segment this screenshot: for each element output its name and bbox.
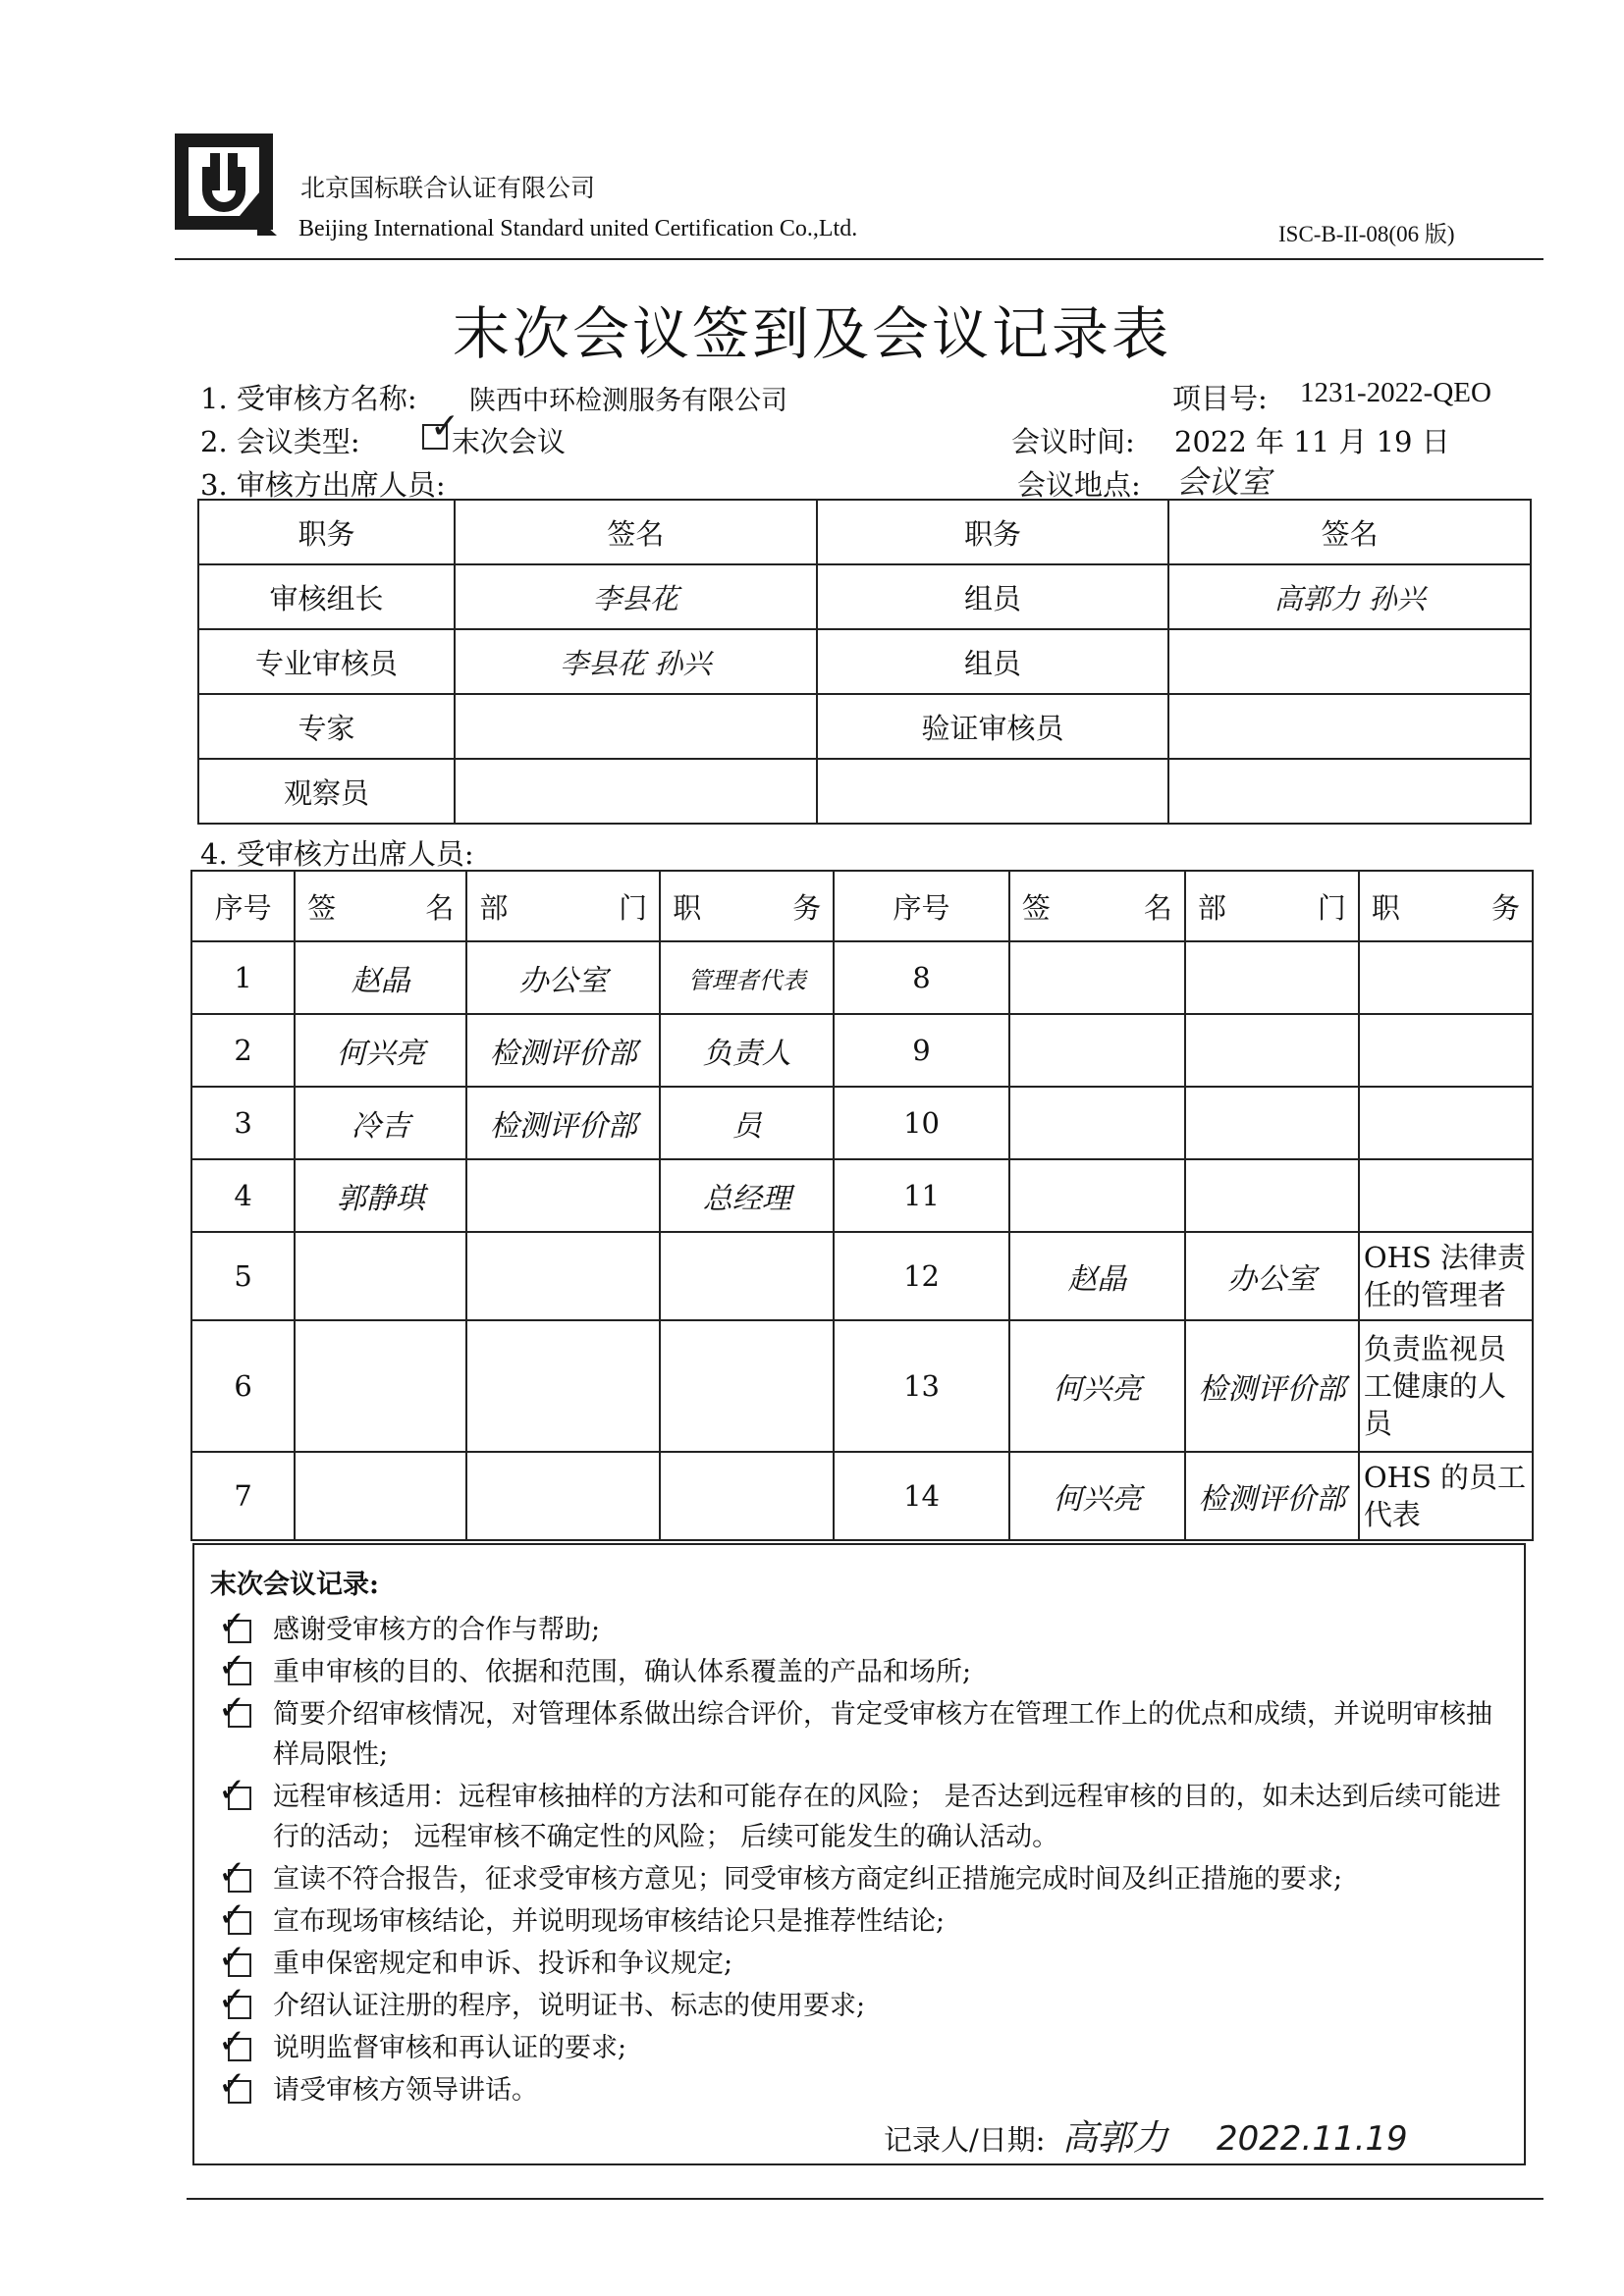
header-no: 序号	[834, 871, 1009, 941]
table-row	[198, 629, 1531, 694]
header-cell: 职务	[198, 500, 455, 564]
record-item	[210, 1980, 1516, 2026]
meeting-place-value: 会议室	[1176, 463, 1272, 501]
checkmark-icon: ✓	[218, 1853, 246, 1893]
meeting-type-label: 2. 会议类型:	[200, 425, 360, 458]
table-header-row	[191, 871, 1533, 941]
row-number: 2	[191, 1014, 295, 1087]
row-number: 5	[191, 1232, 295, 1320]
company-name-en: Beijing International Standard united Certification Co.,Ltd.	[298, 216, 858, 241]
table-row	[191, 1159, 1533, 1232]
table-row	[191, 1232, 1533, 1320]
recorder-signature[interactable]: 高郭力	[1061, 2118, 1168, 2159]
signature-cell[interactable]: 何兴亮	[1009, 1452, 1185, 1540]
row-number: 8	[834, 941, 1009, 1014]
signature-cell[interactable]	[1009, 1159, 1185, 1232]
auditee-label: 1. 受审核方名称:	[200, 382, 417, 415]
table-row	[191, 1014, 1533, 1087]
record-item	[210, 1853, 1516, 1899]
company-logo	[175, 133, 281, 236]
recorder-label: 记录人/日期:	[884, 2123, 1046, 2157]
duty-cell[interactable]: 负责人	[660, 1014, 834, 1087]
role-cell: 组员	[817, 564, 1169, 629]
auditor-attendees-label: 3. 审核方出席人员:	[200, 468, 446, 502]
record-item-text: 远程审核适用：远程审核抽样的方法和可能存在的风险； 是否达到远程审核的目的，如未达到后续可能进行的活动； 远程审核不确定性的风险； 后续可能发生的确认活动。	[273, 1782, 1501, 1852]
table-row	[198, 694, 1531, 759]
row-number: 4	[191, 1159, 295, 1232]
page-title: 末次会议签到及会议记录表	[452, 300, 1171, 367]
table-row	[191, 1320, 1533, 1452]
checkmark-icon: ✓	[218, 1688, 246, 1728]
recorder-line	[884, 2110, 1408, 2161]
record-item	[210, 1771, 1516, 1857]
duty-cell[interactable]: 管理者代表	[660, 941, 834, 1014]
signature-cell[interactable]: 赵晶	[295, 941, 466, 1014]
header-divider	[175, 258, 1543, 260]
signature-cell[interactable]: 郭静琪	[295, 1159, 466, 1232]
record-item	[210, 1688, 1516, 1775]
meeting-type-value: 末次会议	[452, 425, 567, 458]
header-duty: 职 务	[660, 871, 834, 941]
record-item	[210, 2064, 1516, 2110]
signature-cell[interactable]: 赵晶	[1009, 1232, 1185, 1320]
record-item	[210, 1896, 1516, 1942]
header-duty: 职 务	[1359, 871, 1533, 941]
record-item-text: 感谢受审核方的合作与帮助;	[273, 1615, 601, 1645]
record-item	[210, 2022, 1516, 2068]
duty-cell[interactable]	[660, 1320, 834, 1452]
footer-divider	[187, 2198, 1543, 2200]
row-number: 12	[834, 1232, 1009, 1320]
department-cell[interactable]: 办公室	[1185, 1232, 1359, 1320]
signature-cell[interactable]	[1009, 1014, 1185, 1087]
document-code: ISC-B-II-08(06 版)	[1278, 222, 1455, 246]
record-item-text: 说明监督审核和再认证的要求;	[273, 2033, 627, 2063]
record-item-text: 简要介绍审核情况，对管理体系做出综合评价，肯定受审核方在管理工作上的优点和成绩，并说明审核抽样局限性;	[273, 1699, 1492, 1770]
checkmark-icon: ✓	[218, 2022, 246, 2061]
department-cell[interactable]: 检测评价部	[466, 1014, 660, 1087]
auditee-value: 陕西中环检测服务有限公司	[469, 386, 787, 416]
department-cell[interactable]: 办公室	[466, 941, 660, 1014]
record-item-text: 介绍认证注册的程序，说明证书、标志的使用要求;	[273, 1991, 866, 2021]
signature-cell[interactable]: 李县花	[455, 564, 817, 629]
checkmark-icon: ✓	[218, 1938, 246, 1977]
header-department: 部 门	[466, 871, 660, 941]
table-row	[191, 941, 1533, 1014]
project-number-label: 项目号:	[1172, 382, 1268, 415]
signature-cell[interactable]	[1168, 629, 1531, 694]
meeting-record-title: 末次会议记录:	[210, 1570, 379, 1600]
signature-cell[interactable]	[295, 1320, 466, 1452]
header-cell: 职务	[817, 500, 1169, 564]
signature-cell[interactable]	[295, 1452, 466, 1540]
role-cell: 审核组长	[198, 564, 455, 629]
table-row	[191, 1087, 1533, 1159]
meeting-time-label: 会议时间:	[1011, 425, 1135, 458]
row-number: 14	[834, 1452, 1009, 1540]
auditor-attendance-table	[197, 499, 1532, 825]
department-cell[interactable]	[1185, 1014, 1359, 1087]
signature-cell[interactable]	[295, 1232, 466, 1320]
record-item-text: 宣布现场审核结论，并说明现场审核结论只是推荐性结论;	[273, 1906, 946, 1937]
checkmark-icon: ✓	[218, 2064, 246, 2104]
role-cell: 验证审核员	[817, 694, 1169, 759]
table-header-row	[198, 500, 1531, 564]
signature-cell[interactable]	[1009, 941, 1185, 1014]
duty-cell[interactable]: 总经理	[660, 1159, 834, 1232]
department-cell[interactable]: 检测评价部	[1185, 1320, 1359, 1452]
department-cell[interactable]	[466, 1320, 660, 1452]
auditee-attendance-table	[190, 870, 1534, 1541]
record-item-text: 请受审核方领导讲话。	[273, 2075, 538, 2106]
department-cell[interactable]	[466, 1232, 660, 1320]
signature-cell[interactable]: 冷吉	[295, 1087, 466, 1159]
department-cell[interactable]: 检测评价部	[1185, 1452, 1359, 1540]
auditee-attendees-label: 4. 受审核方出席人员:	[200, 837, 474, 871]
signature-cell[interactable]	[455, 759, 817, 824]
row-number: 1	[191, 941, 295, 1014]
duty-cell[interactable]	[1359, 1014, 1533, 1087]
record-item	[210, 1938, 1516, 1984]
header-cell: 签名	[1168, 500, 1531, 564]
department-cell[interactable]	[466, 1452, 660, 1540]
table-row	[198, 564, 1531, 629]
checkmark-icon: ✓	[218, 1896, 246, 1935]
header-signature: 签 名	[295, 871, 466, 941]
signature-cell[interactable]	[1168, 694, 1531, 759]
header-no: 序号	[191, 871, 295, 941]
row-number: 13	[834, 1320, 1009, 1452]
signature-cell[interactable]: 高郭力 孙兴	[1168, 564, 1531, 629]
role-cell: 专业审核员	[198, 629, 455, 694]
header-cell: 签名	[455, 500, 817, 564]
duty-cell[interactable]	[660, 1452, 834, 1540]
signature-cell[interactable]	[1168, 759, 1531, 824]
duty-cell[interactable]: 负责监视员工健康的人员	[1359, 1320, 1533, 1452]
department-cell[interactable]	[1185, 1087, 1359, 1159]
duty-cell[interactable]	[1359, 1159, 1533, 1232]
meeting-record-list	[210, 1604, 1516, 2112]
company-name-cn: 北京国标联合认证有限公司	[300, 174, 596, 202]
record-item-text: 重申保密规定和申诉、投诉和争议规定;	[273, 1949, 733, 1979]
row-number: 7	[191, 1452, 295, 1540]
duty-cell[interactable]	[1359, 941, 1533, 1014]
row-number: 11	[834, 1159, 1009, 1232]
role-cell	[817, 759, 1169, 824]
checkmark-icon: ✓	[218, 1646, 246, 1685]
header-department: 部 门	[1185, 871, 1359, 941]
duty-cell[interactable]	[660, 1232, 834, 1320]
checkmark-icon: ✓	[430, 406, 460, 447]
record-item-text: 重申审核的目的、依据和范围，确认体系覆盖的产品和场所;	[273, 1657, 972, 1687]
record-item-text: 宣读不符合报告，征求受审核方意见；同受审核方商定纠正措施完成时间及纠正措施的要求;	[273, 1864, 1343, 1895]
row-number: 10	[834, 1087, 1009, 1159]
duty-cell[interactable]: OHS 法律责任的管理者	[1359, 1232, 1533, 1320]
signature-cell[interactable]	[455, 694, 817, 759]
table-row	[191, 1452, 1533, 1540]
signature-cell[interactable]: 李县花 孙兴	[455, 629, 817, 694]
checkmark-icon: ✓	[218, 1771, 246, 1810]
record-item	[210, 1646, 1516, 1692]
signature-cell[interactable]: 何兴亮	[295, 1014, 466, 1087]
recorder-date[interactable]: 2022.11.19	[1217, 2119, 1408, 2159]
role-cell: 组员	[817, 629, 1169, 694]
checkmark-icon: ✓	[218, 1980, 246, 2019]
role-cell: 观察员	[198, 759, 455, 824]
row-number: 6	[191, 1320, 295, 1452]
duty-cell[interactable]: 员	[660, 1087, 834, 1159]
record-item	[210, 1604, 1516, 1650]
table-row	[198, 759, 1531, 824]
signature-cell[interactable]: 何兴亮	[1009, 1320, 1185, 1452]
duty-cell[interactable]: OHS 的员工代表	[1359, 1452, 1533, 1540]
duty-cell[interactable]	[1359, 1087, 1533, 1159]
project-number-value: 1231-2022-QEO	[1300, 377, 1491, 408]
meeting-time-value: 2022 年 11 月 19 日	[1174, 425, 1450, 458]
signature-cell[interactable]	[1009, 1087, 1185, 1159]
header-signature: 签 名	[1009, 871, 1185, 941]
meeting-place-label: 会议地点:	[1017, 468, 1141, 502]
department-cell[interactable]	[1185, 941, 1359, 1014]
department-cell[interactable]: 检测评价部	[466, 1087, 660, 1159]
role-cell: 专家	[198, 694, 455, 759]
row-number: 9	[834, 1014, 1009, 1087]
department-cell[interactable]	[1185, 1159, 1359, 1232]
department-cell[interactable]	[466, 1159, 660, 1232]
checkmark-icon: ✓	[218, 1604, 246, 1643]
row-number: 3	[191, 1087, 295, 1159]
